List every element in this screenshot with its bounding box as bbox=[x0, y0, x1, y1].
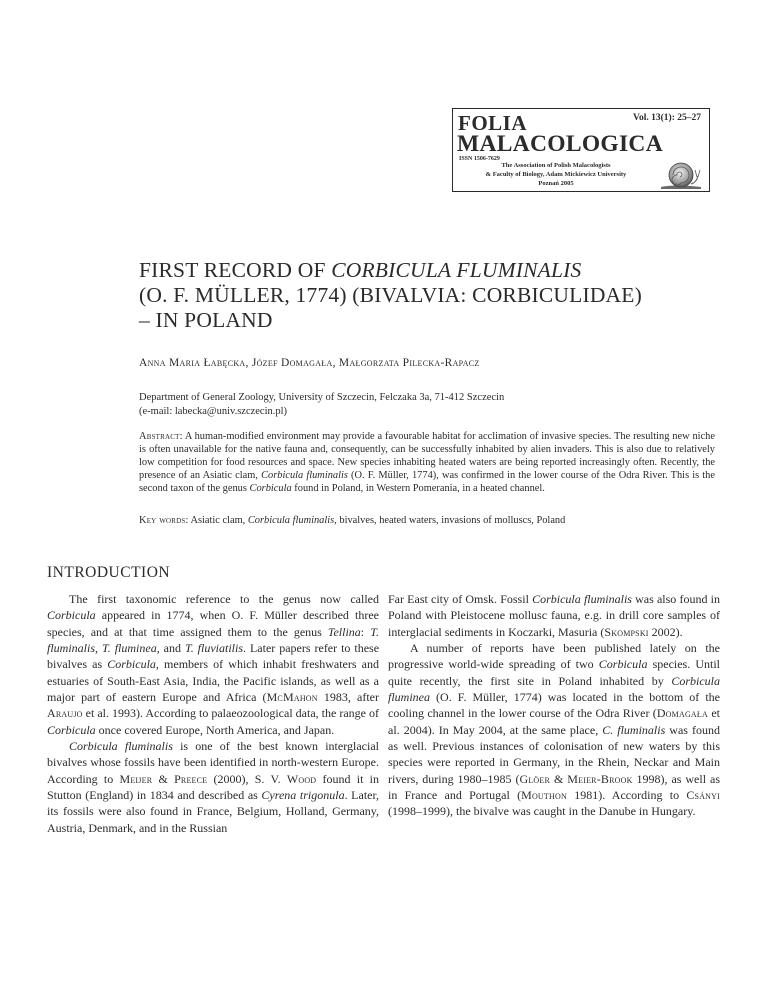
affiliation bbox=[139, 391, 719, 419]
text-run: (1998–1999), the bivalve was caught in the Danube in Hungary. bbox=[388, 804, 696, 819]
italic-run: Tellina bbox=[327, 624, 361, 639]
keywords: Key words: Asiatic clam, Corbicula fluminalis, bivalves, heated waters, invasions of molluscs, Poland bbox=[139, 515, 566, 526]
italic-run: Corbicula fluminalis bbox=[532, 592, 632, 606]
affiliation-email: (e-mail: labecka@univ.szczecin.pl) bbox=[139, 406, 288, 417]
text-run: found it in Stutton (England) in 1834 and described as bbox=[47, 771, 379, 803]
text-run: & bbox=[152, 771, 175, 786]
paragraph bbox=[388, 640, 720, 820]
paragraph bbox=[388, 591, 720, 640]
journal-volume: Vol. 13(1): 25–27 bbox=[633, 113, 701, 123]
text-run: 2002). bbox=[648, 624, 683, 639]
abstract-text: A human-modified environment may provide a favourable habitat for acclimation of invasive species. The resulting new niche is often unavailable for the native fauna and, consequently, can be successfully inhabited by alien invaders. This is also due to relatively low competition for food resources and space. New species inhabiting heated waters are being reported increasingly often. Recently, the presence of an Asiatic clam, bbox=[139, 431, 715, 481]
publisher-line: The Association of Polish Malacologists bbox=[501, 162, 611, 169]
italic-run: T. fluminalis bbox=[47, 624, 379, 656]
text-run: & bbox=[550, 771, 568, 786]
paragraph bbox=[47, 738, 379, 836]
journal-name-line2: MALACOLOGICA bbox=[457, 131, 663, 157]
text-run: , members of which inhabit freshwaters and estuaries of South-East Asia, India, the Pacific islands, as well as a major part of eastern Europe and Africa ( bbox=[47, 657, 379, 705]
article-title bbox=[139, 258, 719, 333]
journal-name-line1: FOLIA bbox=[458, 111, 528, 135]
citation-author: Meijer bbox=[119, 771, 153, 786]
text-run: was also found in Poland with Pleistocene mollusc fauna, e.g. in drill core samples of interglacial sediments in Koczarki, Masuria ( bbox=[388, 592, 720, 639]
citation-author: Csányi bbox=[686, 788, 720, 803]
abstract-text: (O. F. Müller, 1774), was confirmed in the lower course of the Odra River. This is the second taxon of the genus bbox=[139, 470, 715, 494]
snail-logo-icon bbox=[659, 158, 703, 190]
journal-masthead bbox=[452, 108, 710, 192]
title-line bbox=[139, 258, 719, 283]
text-run: , and bbox=[156, 641, 185, 656]
italic-run: Cyrena trigonula bbox=[261, 788, 345, 803]
affiliation-line: Department of General Zoology, University of Szczecin, Felczaka 3a, 71-412 Szczecin bbox=[139, 392, 505, 403]
citation-author: Meier-Brook bbox=[567, 771, 633, 786]
citation-author: Preece bbox=[174, 771, 208, 786]
italic-run: Corbicula fluminea bbox=[388, 673, 720, 705]
title-line: – IN POLAND bbox=[139, 308, 273, 332]
abstract-species: Corbicula fluminalis bbox=[261, 470, 348, 481]
text-run: . Later, its fossils were also found in France, Belgium, Holland, Germany, Austria, Denmark, and in the Russian bbox=[47, 788, 379, 835]
abstract-label: Abstract bbox=[139, 431, 180, 442]
citation-author: Domagała bbox=[656, 706, 708, 721]
keywords-species: Corbicula fluminalis bbox=[247, 515, 335, 526]
text-run: appeared in 1774, when O. F. Müller described three species, and at that time assigned them to the genus bbox=[47, 608, 379, 639]
text-run: et al. 2004). In May 2004, at the same place, bbox=[388, 706, 720, 737]
section-heading-introduction: INTRODUCTION bbox=[47, 564, 171, 581]
text-run: was found as well. Previous instances of colonisation of new waters by this species were reported in Germany, in the Rhein, Neckar and Main rivers, during 1980–1985 ( bbox=[388, 722, 720, 786]
text-run: (2000), S. V. bbox=[207, 771, 287, 786]
italic-run: Corbicula bbox=[598, 657, 648, 672]
text-column-right bbox=[388, 591, 720, 820]
paragraph bbox=[47, 591, 379, 738]
publisher-line: Poznań 2005 bbox=[538, 180, 574, 187]
title-text: FIRST RECORD OF bbox=[139, 258, 332, 282]
citation-author: Glöer bbox=[519, 771, 551, 786]
italic-run: Corbicula bbox=[47, 722, 96, 737]
text-column-left bbox=[47, 591, 379, 836]
citation-author: Araujo bbox=[47, 706, 83, 721]
italic-run: T. fluminea bbox=[101, 641, 157, 656]
italic-run: Corbicula bbox=[47, 608, 96, 623]
author-list: Anna Maria Łabęcka, Józef Domagała, Małgorzata Pilecka-Rapacz bbox=[139, 357, 480, 369]
text-run: 1983, after bbox=[317, 690, 380, 705]
text-run: (O. F. Müller, 1774) was located in the bottom of the cooling channel in the lower course of the Odra River ( bbox=[388, 690, 720, 721]
publisher-line: & Faculty of Biology, Adam Mickiewicz University bbox=[485, 171, 627, 178]
journal-publisher bbox=[453, 161, 659, 188]
italic-run: T. fluviatilis bbox=[184, 641, 244, 656]
journal-issn: ISSN 1506-7629 bbox=[459, 156, 500, 162]
text-run: 1981). According to bbox=[566, 788, 687, 803]
text-run: . Later papers refer to these bivalves as bbox=[47, 641, 380, 672]
abstract: Abstract: A human-modified environment may provide a favourable habitat for acclimation of invasive species. The resulting new niche is often unavailable for the native fauna and, consequently, can be successfully inhabited by alien invaders. This is also due to relatively low competition for food resources and space. New species inhabiting heated waters are being reported increasingly often. Recently, the presence of an Asiatic clam, Corbicula fluminalis (O. F. Müller, 1774), was confirmed in the lower course of the Odra River. This is the second taxon of the genus Corbicula found in Poland, in Western Pomerania, in a heated channel. bbox=[139, 431, 715, 494]
keywords-text: , bivalves, heated waters, invasions of molluscs, Poland bbox=[334, 515, 566, 526]
italic-run: Corbicula fluminalis bbox=[69, 739, 173, 754]
title-species: CORBICULA FLUMINALIS bbox=[331, 258, 582, 282]
text-run: The first taxonomic reference to the genus now called bbox=[69, 592, 379, 606]
citation-author: Skompski bbox=[604, 624, 649, 639]
text-run: A number of reports have been published lately on the progressive world-wide spreading of two bbox=[388, 641, 720, 672]
text-run: , bbox=[95, 641, 102, 656]
italic-run: Corbicula bbox=[107, 657, 156, 672]
text-run: : bbox=[360, 624, 371, 639]
keywords-text: Asiatic clam, bbox=[190, 515, 248, 526]
citation-author: McMahon bbox=[266, 690, 318, 705]
text-run: species. Until quite recently, the first site in Poland inhabited by bbox=[388, 657, 720, 688]
text-run: 1998), as well as in France and Portugal ( bbox=[388, 771, 720, 803]
citation-author: Mouthon bbox=[521, 788, 567, 803]
abstract-genus: Corbicula bbox=[249, 483, 292, 494]
text-run: is one of the best known interglacial bivalves whose fossils have been identified in north-western Europe. According to bbox=[47, 739, 379, 786]
text-run: Far East city of Omsk. Fossil bbox=[388, 592, 533, 606]
keywords-label: Key words bbox=[139, 515, 186, 526]
italic-run: C. fluminalis bbox=[602, 722, 666, 737]
citation-author: Wood bbox=[286, 771, 317, 786]
title-line: (O. F. MÜLLER, 1774) (BIVALVIA: CORBICULIDAE) bbox=[139, 283, 642, 307]
text-run: once covered Europe, North America, and Japan. bbox=[95, 722, 335, 737]
text-run: et al. 1993). According to palaeozoological data, the range of bbox=[82, 706, 379, 721]
abstract-text: found in Poland, in Western Pomerania, in a heated channel. bbox=[291, 483, 545, 494]
